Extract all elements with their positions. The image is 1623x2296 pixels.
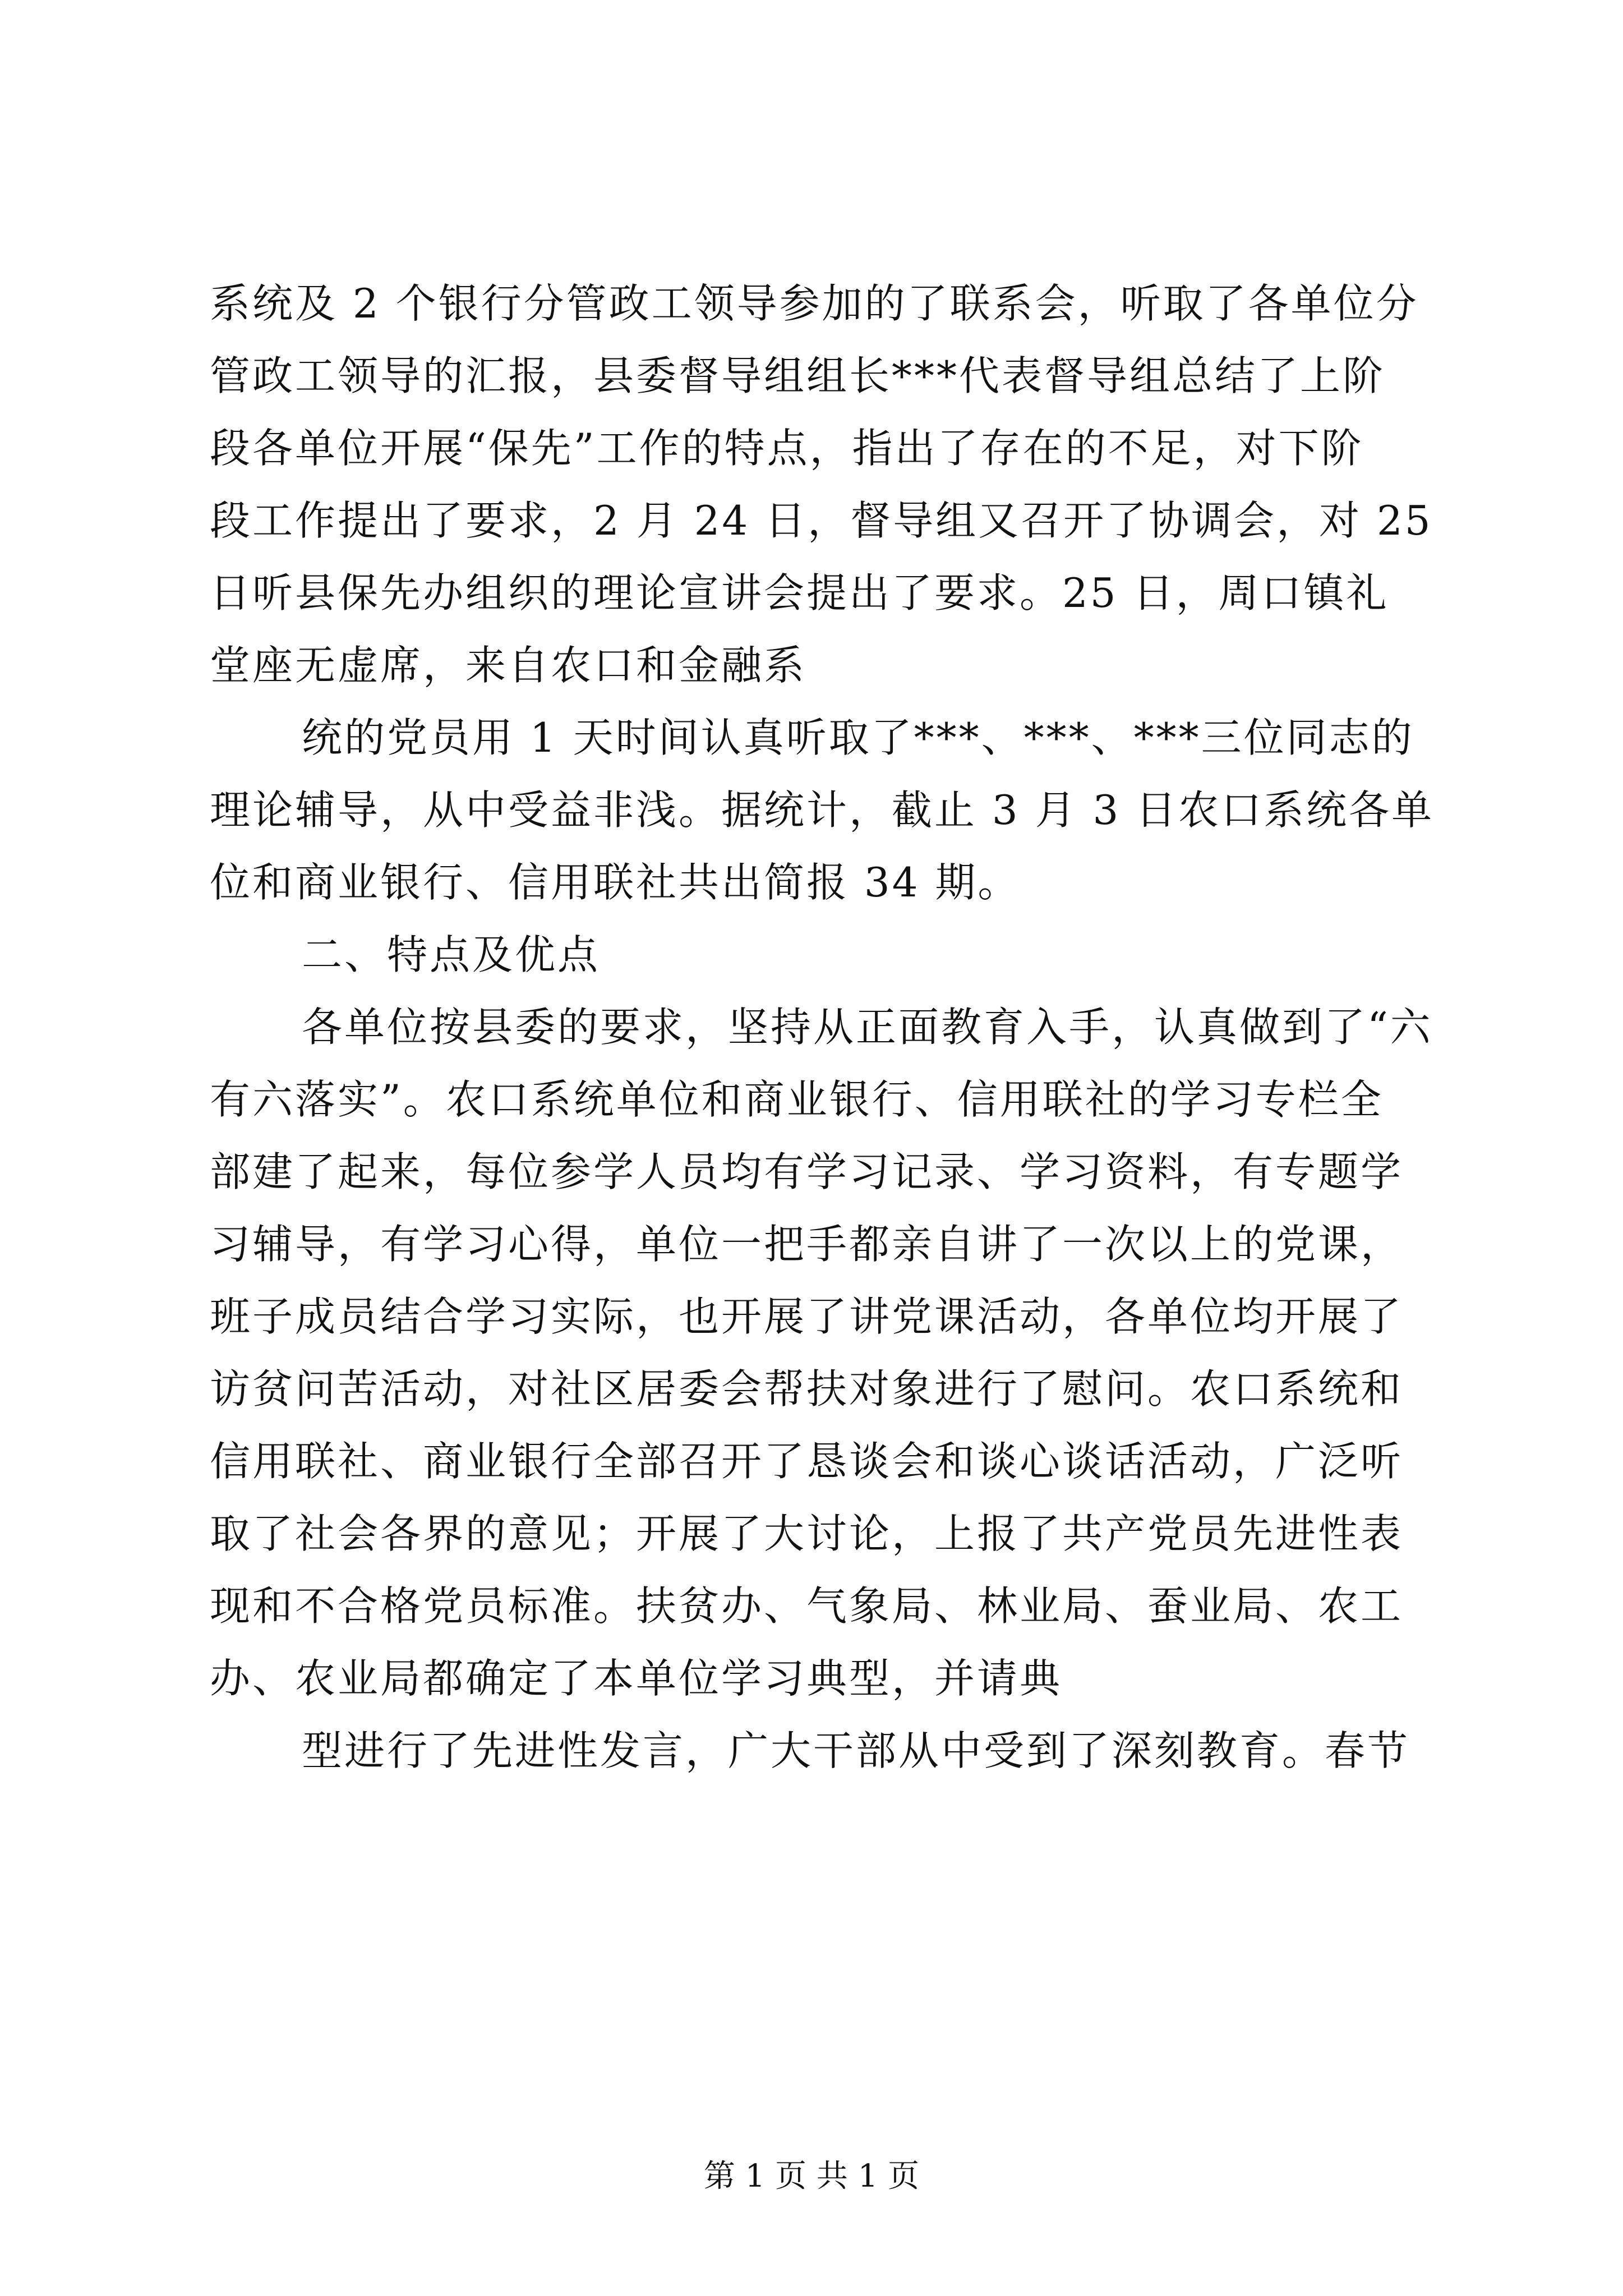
body-text-line: 班子成员结合学习实际，也开展了讲党课活动，各单位均开展了 bbox=[210, 1293, 1404, 1340]
body-text-line: 段各单位开展“保先”工作的特点，指出了存在的不足，对下阶 bbox=[210, 425, 1364, 472]
paragraph-first-line: 型进行了先进性发言，广大干部从中受到了深刻教育。春节 bbox=[302, 1727, 1410, 1774]
page-number-footer: 第 1 页 共 1 页 bbox=[703, 2158, 920, 2194]
paragraph-first-line: 各单位按县委的要求，坚持从正面教育入手，认真做到了“六 bbox=[302, 1004, 1433, 1051]
body-text-line: 现和不合格党员标准。扶贫办、气象局、林业局、蚕业局、农工 bbox=[210, 1582, 1404, 1630]
body-text-line: 段工作提出了要求，2 月 24 日，督导组又召开了协调会，对 25 bbox=[210, 497, 1433, 544]
body-text-line: 系统及 2 个银行分管政工领导参加的了联系会，听取了各单位分 bbox=[210, 280, 1419, 327]
body-text-line: 日听县保先办组织的理论宣讲会提出了要求。25 日，周口镇礼 bbox=[210, 569, 1389, 616]
body-text-line: 办、农业局都确定了本单位学习典型，并请典 bbox=[210, 1655, 1063, 1702]
body-text-line: 信用联社、商业银行全部召开了恳谈会和谈心谈话活动，广泛听 bbox=[210, 1438, 1404, 1485]
body-text-line: 取了社会各界的意见；开展了大讨论，上报了共产党员先进性表 bbox=[210, 1510, 1404, 1557]
body-text-line: 访贫问苦活动，对社区居委会帮扶对象进行了慰问。农口系统和 bbox=[210, 1365, 1404, 1412]
paragraph-first-line: 统的党员用 1 天时间认真听取了***、***、***三位同志的 bbox=[302, 714, 1414, 761]
section-heading: 二、特点及优点 bbox=[302, 931, 601, 978]
body-text-line: 堂座无虚席，来自农口和金融系 bbox=[210, 642, 807, 689]
body-text-line: 理论辅导，从中受益非浅。据统计，截止 3 月 3 日农口系统各单 bbox=[210, 786, 1435, 834]
body-text-line: 位和商业银行、信用联社共出简报 34 期。 bbox=[210, 859, 1021, 906]
body-text-line: 部建了起来，每位参学人员均有学习记录、学习资料，有专题学 bbox=[210, 1148, 1404, 1195]
body-text-line: 管政工领导的汇报，县委督导组组长***代表督导组总结了上阶 bbox=[210, 352, 1386, 399]
body-text-line: 有六落实”。农口系统单位和商业银行、信用联社的学习专栏全 bbox=[210, 1076, 1384, 1123]
body-text-line: 习辅导，有学习心得，单位一把手都亲自讲了一次以上的党课， bbox=[210, 1221, 1404, 1268]
